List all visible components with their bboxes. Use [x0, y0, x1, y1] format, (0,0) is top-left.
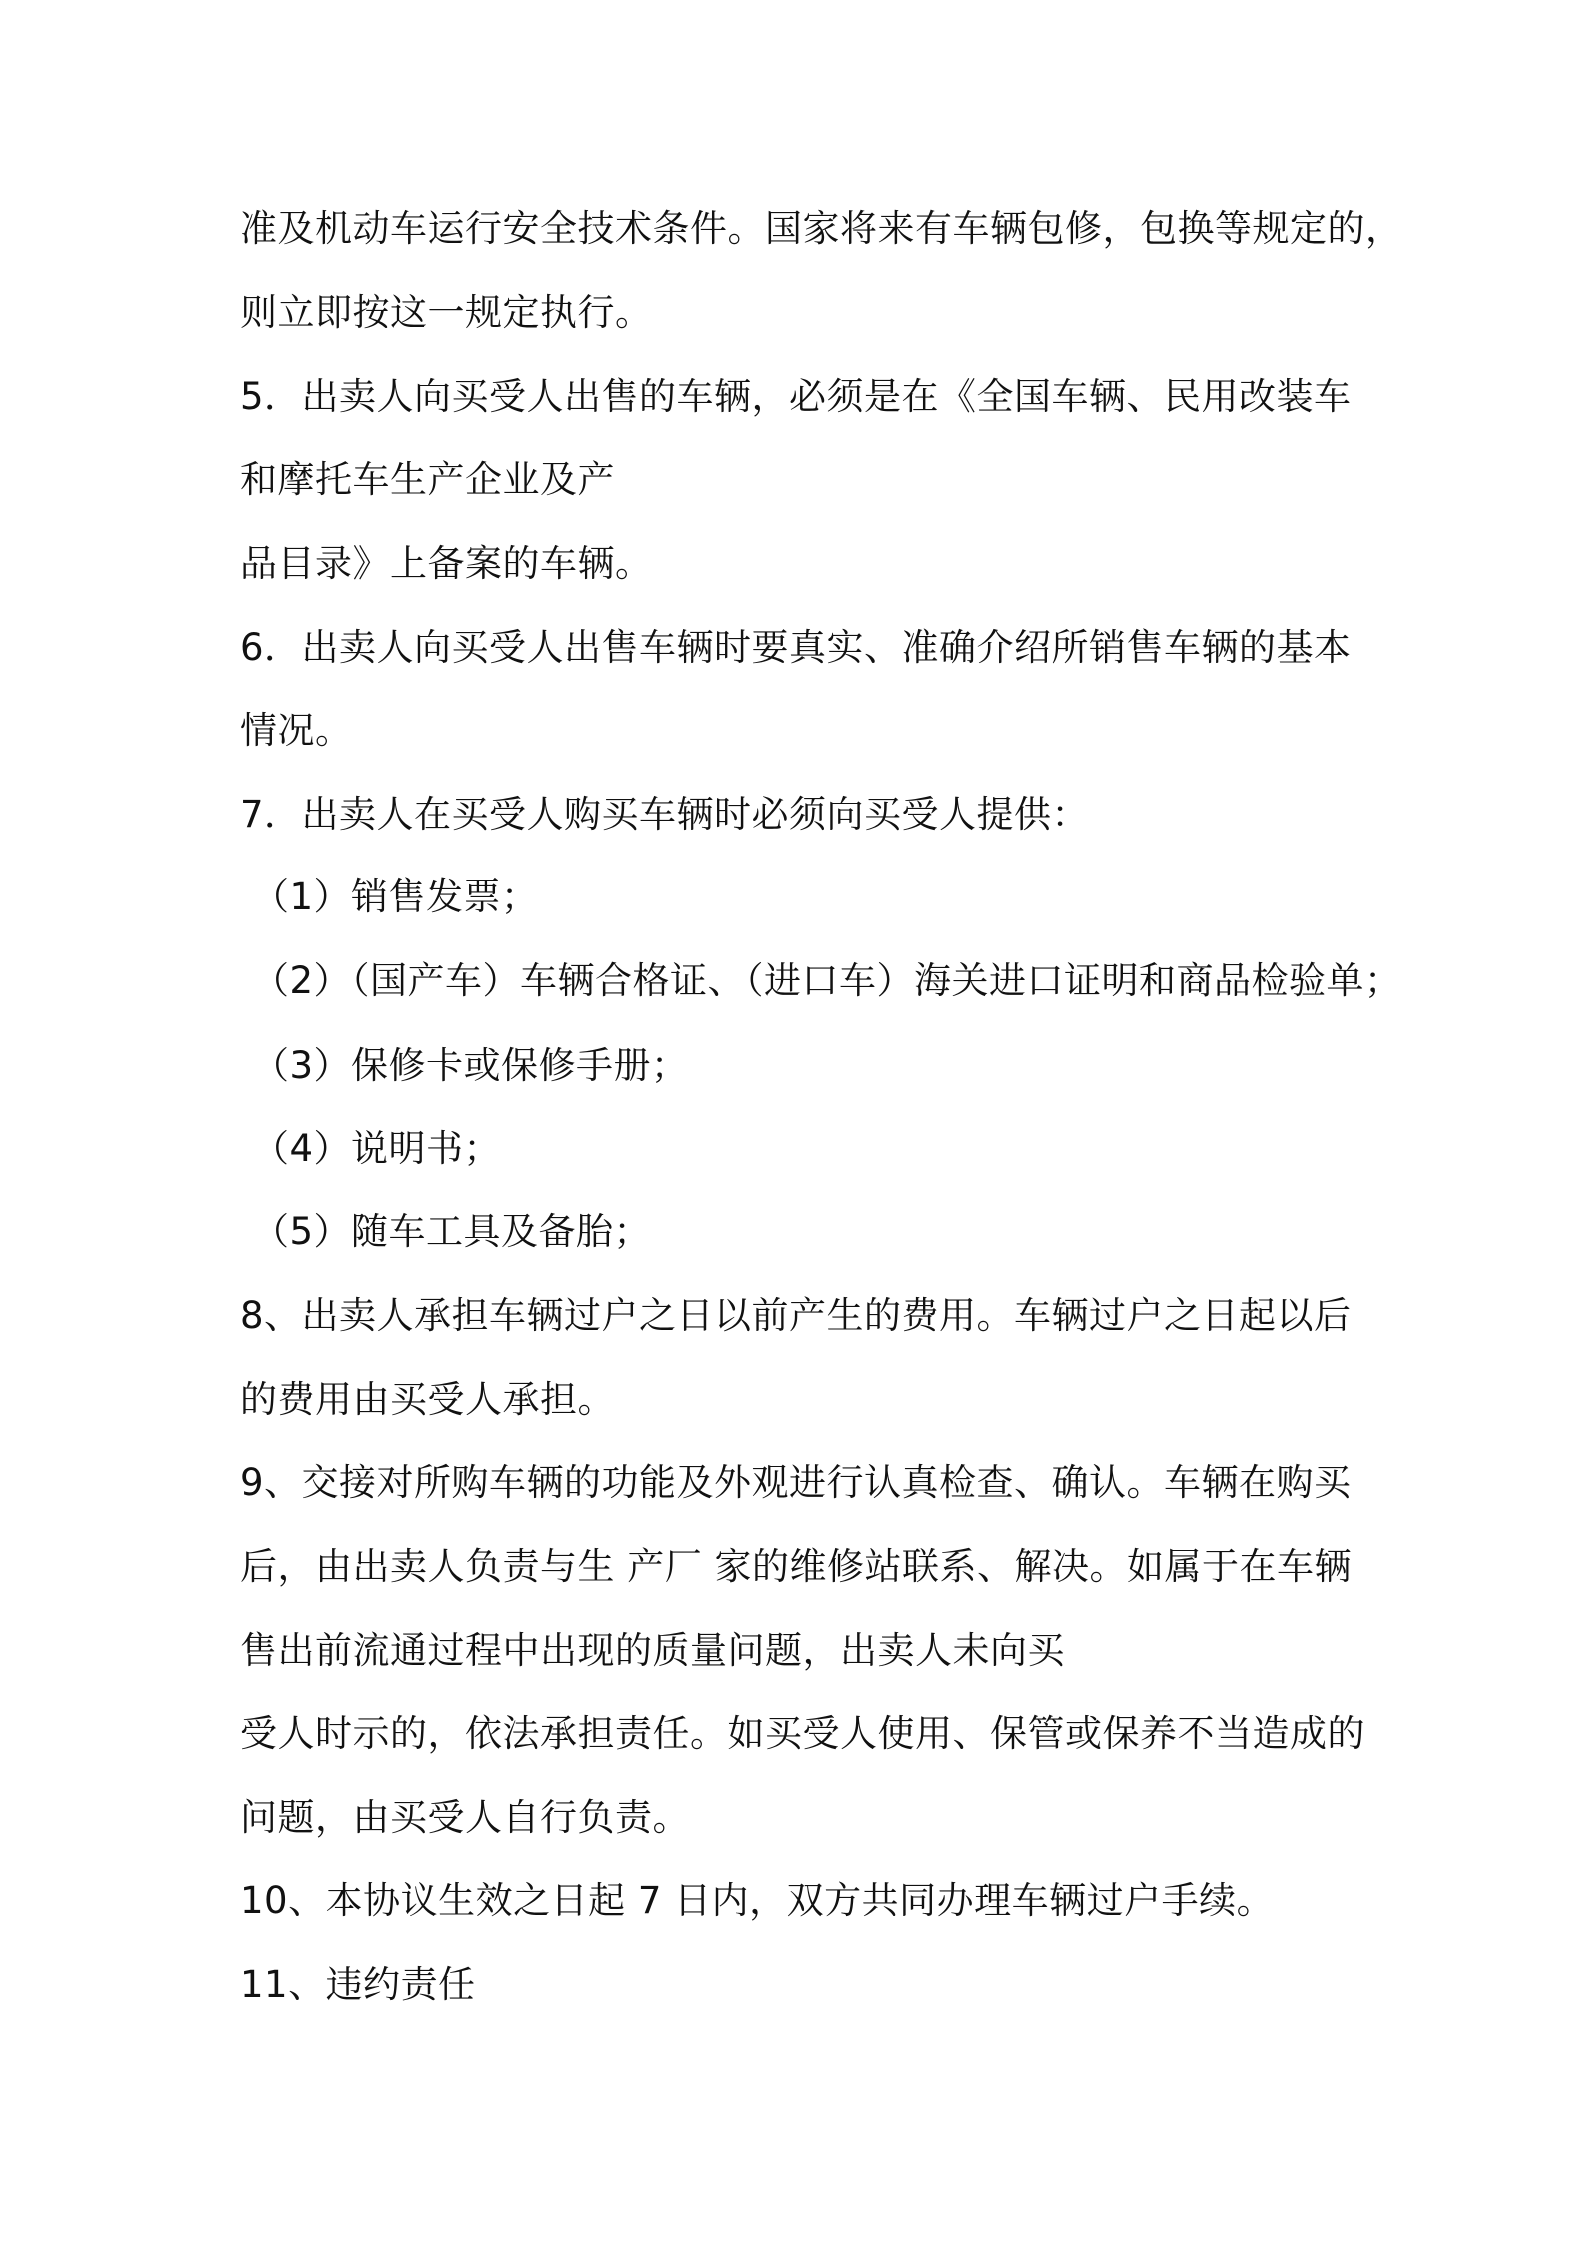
clause-7-item-4: （4）说明书；: [252, 1127, 502, 1170]
clause-7-item-5: （5）随车工具及备胎；: [252, 1210, 652, 1253]
clause-9-line-4: 受人时示的，依法承担责任。如买受人使用、保管或保养不当造成的: [240, 1712, 1365, 1755]
clause-11-heading: 11、违约责任: [240, 1963, 476, 2006]
clause-9-line-1: 9、交接对所购车辆的功能及外观进行认真检查、确认。车辆在购买: [240, 1461, 1352, 1504]
clause-7-heading: 7．出卖人在买受人购买车辆时必须向买受人提供：: [240, 793, 1090, 836]
clause-8-line-1: 8、出卖人承担车辆过户之日以前产生的费用。车辆过户之日起以后: [240, 1294, 1352, 1337]
clause-8-line-2: 的费用由买受人承担。: [240, 1378, 615, 1421]
clause-10-line: 10、本协议生效之日起 7 日内，双方共同办理车辆过户手续。: [240, 1879, 1275, 1922]
clause-7-item-1: （1）销售发票；: [252, 875, 539, 918]
clause-6-line-2: 情况。: [240, 709, 353, 752]
clause-9-line-2: 后，由出卖人负责与生 产厂 家的维修站联系、解决。如属于在车辆: [240, 1545, 1353, 1588]
clause-7-item-2: （2）（国产车）车辆合格证、（进口车）海关进口证明和商品检验单；: [252, 959, 1402, 1002]
clause-7-item-3: （3）保修卡或保修手册；: [252, 1044, 689, 1087]
text-line-1: 准及机动车运行安全技术条件。国家将来有车辆包修，包换等规定的，: [240, 207, 1403, 250]
clause-5-line-1: 5．出卖人向买受人出售的车辆，必须是在《全国车辆、民用改装车: [240, 375, 1352, 418]
clause-5-line-3: 品目录》上备案的车辆。: [240, 542, 653, 585]
text-line-2: 则立即按这一规定执行。: [240, 291, 653, 334]
clause-6-line-1: 6．出卖人向买受人出售车辆时要真实、准确介绍所销售车辆的基本: [240, 626, 1352, 669]
clause-9-line-3: 售出前流通过程中出现的质量问题，出卖人未向买: [240, 1629, 1065, 1672]
clause-5-line-2: 和摩托车生产企业及产: [240, 458, 615, 501]
clause-9-line-5: 问题，由买受人自行负责。: [240, 1796, 690, 1839]
